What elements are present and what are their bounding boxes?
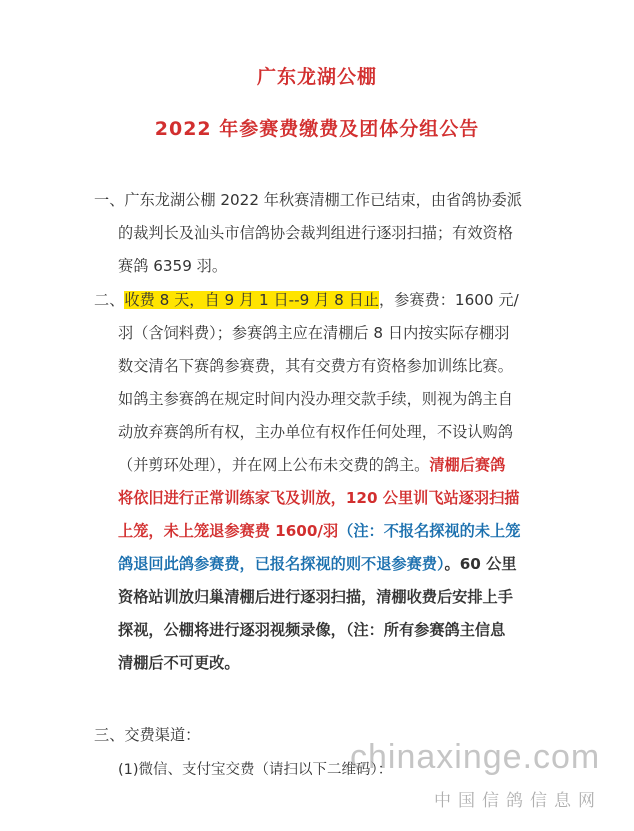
red-notice: 上笼，未上笼退参赛费 1600/羽: [118, 522, 339, 540]
section-2-line: [94, 449, 554, 482]
bold-notice: 资格站训放归巢清棚后进行逐羽扫描，清棚收费后安排上手: [118, 588, 513, 606]
watermark-site-name: 中国信鸽信息网: [434, 791, 602, 811]
section-1: [94, 184, 554, 283]
section-1-line: 的裁判长及汕头市信鸽协会裁判组进行逐羽扫描；有效资格: [118, 224, 513, 242]
bold-notice: 清棚后不可更改。: [118, 654, 240, 672]
bold-notice: 探视，公棚将进行逐羽视频录像，（注：所有参赛鸽主信息: [118, 621, 506, 639]
section-3-heading: 三、交费渠道：: [94, 726, 201, 744]
section-2-line: [94, 548, 554, 581]
bold-notice: 。60 公里: [444, 555, 517, 573]
watermark-domain: chinaxinge.com: [350, 738, 601, 776]
notice-subtitle: 2022 年参赛费缴费及团体分组公告: [154, 118, 480, 140]
section-2-line: 羽（含饲料费）；参赛鸽主应在清棚后 8 日内按实际存棚羽: [118, 324, 510, 342]
payment-method: (1)微信、支付宝交费（请扫以下二维码）：: [118, 762, 393, 778]
section-1-line: 赛鸽 6359 羽。: [118, 257, 228, 275]
section-2-text: （并剪环处理），并在网上公布未交费的鸽主。: [118, 456, 430, 474]
section-2: [94, 284, 554, 680]
blue-note: （注：不报名探视的未上笼: [338, 522, 521, 540]
section-2-prefix: 二、: [94, 291, 125, 309]
section-2-line: 数交清名下赛鸽参赛费，其有交费方有资格参加训练比赛。: [118, 357, 513, 375]
notice-title: 广东龙湖公棚: [256, 66, 377, 88]
fee-period-highlight: 收费 8 天，自 9 月 1 日--9 月 8 日止: [124, 291, 379, 309]
section-2-line: ，参赛费：1600 元/: [378, 291, 519, 309]
red-notice: 清棚后赛鸽: [429, 456, 506, 474]
section-2-line: [94, 515, 554, 548]
section-2-line: 如鸽主参赛鸽在规定时间内没办理交款手续，则视为鸽主自: [118, 390, 513, 408]
section-2-line: 动放弃赛鸽所有权，主办单位有权作任何处理，不设认购鸽: [118, 423, 513, 441]
section-1-line: 一、广东龙湖公棚 2022 年秋赛清棚工作已结束，由省鸽协委派: [94, 191, 522, 209]
red-notice: 将依旧进行正常训练家飞及训放，120 公里训飞站逐羽扫描: [118, 489, 520, 507]
blue-note: 鸽退回此鸽参赛费，已报名探视的则不退参赛费）: [118, 555, 445, 573]
